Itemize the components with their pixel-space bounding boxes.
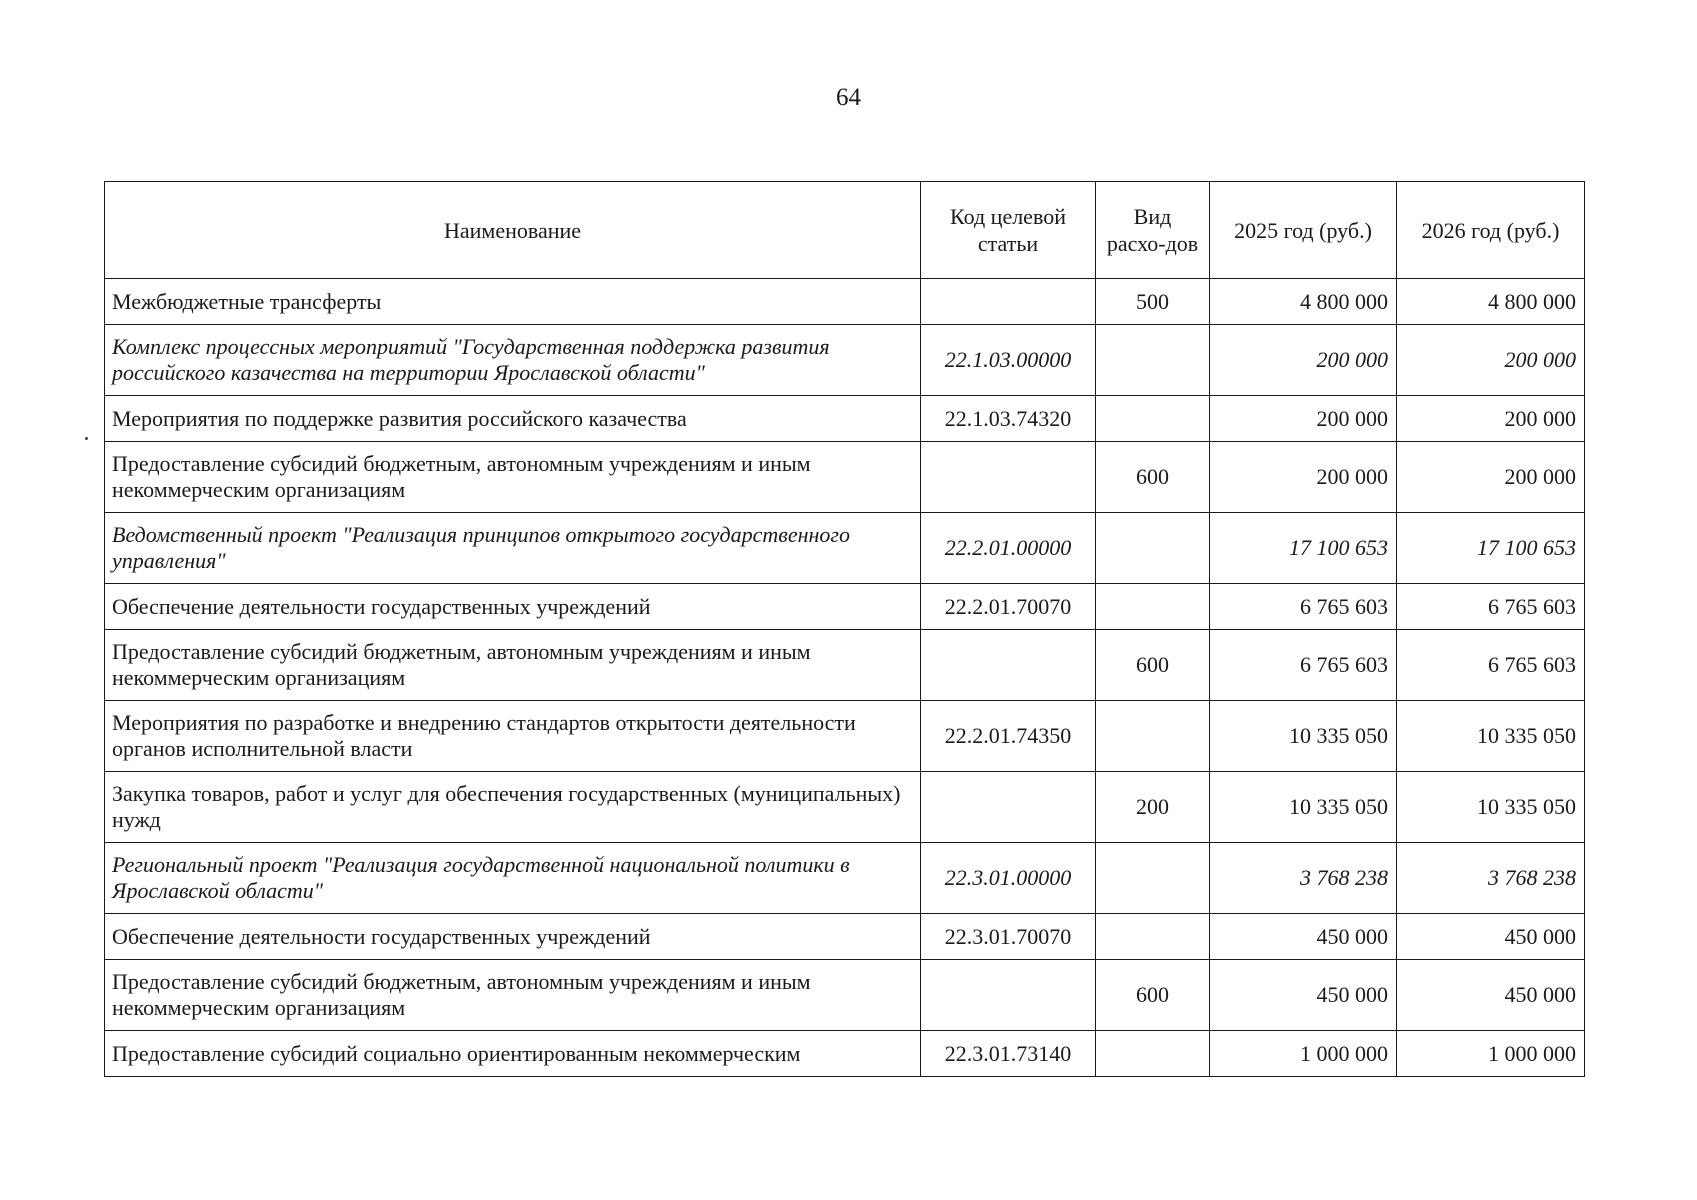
row-code: 22.2.01.70070 [921, 584, 1096, 630]
row-2025: 3 768 238 [1210, 843, 1397, 914]
row-code [921, 960, 1096, 1031]
row-2025: 17 100 653 [1210, 513, 1397, 584]
row-2025: 200 000 [1210, 396, 1397, 442]
row-2026: 6 765 603 [1397, 630, 1585, 701]
row-expense-type [1096, 584, 1210, 630]
row-expense-type [1096, 396, 1210, 442]
row-2025: 6 765 603 [1210, 584, 1397, 630]
header-name: Наименование [105, 182, 921, 279]
header-year-2026: 2026 год (руб.) [1397, 182, 1585, 279]
row-expense-type: 200 [1096, 772, 1210, 843]
table-row [105, 960, 1585, 1031]
table-row [105, 584, 1585, 630]
row-2026: 200 000 [1397, 325, 1585, 396]
row-name: Предоставление субсидий бюджетным, автономным учреждениям и иным некоммерческим организациям [105, 442, 921, 513]
row-2025: 4 800 000 [1210, 279, 1397, 325]
table-row [105, 279, 1585, 325]
row-code [921, 279, 1096, 325]
row-name: Закупка товаров, работ и услуг для обеспечения государственных (муниципальных) нужд [105, 772, 921, 843]
row-expense-type [1096, 1031, 1210, 1077]
row-2025: 6 765 603 [1210, 630, 1397, 701]
row-expense-type [1096, 513, 1210, 584]
row-2026: 10 335 050 [1397, 772, 1585, 843]
header-expense-type: Вид расхо-дов [1096, 182, 1210, 279]
row-2025: 200 000 [1210, 442, 1397, 513]
row-2026: 6 765 603 [1397, 584, 1585, 630]
row-2025: 1 000 000 [1210, 1031, 1397, 1077]
row-code: 22.2.01.74350 [921, 701, 1096, 772]
row-2026: 10 335 050 [1397, 701, 1585, 772]
row-name: Мероприятия по поддержке развития российского казачества [105, 396, 921, 442]
table-row [105, 442, 1585, 513]
scan-speck [85, 437, 88, 440]
row-code [921, 442, 1096, 513]
row-name: Обеспечение деятельности государственных учреждений [105, 914, 921, 960]
row-name: Предоставление субсидий социально ориентированным некоммерческим [105, 1031, 921, 1077]
row-name: Межбюджетные трансферты [105, 279, 921, 325]
row-expense-type: 600 [1096, 442, 1210, 513]
row-code: 22.3.01.70070 [921, 914, 1096, 960]
row-code [921, 772, 1096, 843]
row-expense-type: 500 [1096, 279, 1210, 325]
row-2026: 4 800 000 [1397, 279, 1585, 325]
header-year-2025: 2025 год (руб.) [1210, 182, 1397, 279]
row-2026: 17 100 653 [1397, 513, 1585, 584]
row-name: Комплекс процессных мероприятий "Государственная поддержка развития российского казачества на территории Ярославской области" [105, 325, 921, 396]
row-name: Предоставление субсидий бюджетным, автономным учреждениям и иным некоммерческим организациям [105, 630, 921, 701]
row-expense-type [1096, 843, 1210, 914]
row-2026: 3 768 238 [1397, 843, 1585, 914]
row-2026: 200 000 [1397, 442, 1585, 513]
table-row [105, 701, 1585, 772]
row-2026: 200 000 [1397, 396, 1585, 442]
budget-table [104, 181, 1585, 1077]
row-expense-type [1096, 325, 1210, 396]
row-code: 22.1.03.74320 [921, 396, 1096, 442]
row-name: Мероприятия по разработке и внедрению стандартов открытости деятельности органов исполнительной власти [105, 701, 921, 772]
header-row [105, 182, 1585, 279]
row-2025: 10 335 050 [1210, 772, 1397, 843]
table-row [105, 1031, 1585, 1077]
table-row [105, 325, 1585, 396]
row-2026: 450 000 [1397, 914, 1585, 960]
row-code: 22.3.01.00000 [921, 843, 1096, 914]
row-name: Региональный проект "Реализация государственной национальной политики в Ярославской области" [105, 843, 921, 914]
row-name: Ведомственный проект "Реализация принципов открытого государственного управления" [105, 513, 921, 584]
row-code: 22.2.01.00000 [921, 513, 1096, 584]
row-2025: 10 335 050 [1210, 701, 1397, 772]
table-row [105, 630, 1585, 701]
row-2025: 450 000 [1210, 914, 1397, 960]
row-expense-type: 600 [1096, 630, 1210, 701]
row-code: 22.3.01.73140 [921, 1031, 1096, 1077]
table-row [105, 914, 1585, 960]
table-row [105, 772, 1585, 843]
row-2025: 200 000 [1210, 325, 1397, 396]
page-number: 64 [836, 84, 861, 111]
row-expense-type: 600 [1096, 960, 1210, 1031]
table-row [105, 843, 1585, 914]
row-code: 22.1.03.00000 [921, 325, 1096, 396]
row-2026: 450 000 [1397, 960, 1585, 1031]
row-name: Обеспечение деятельности государственных учреждений [105, 584, 921, 630]
row-name: Предоставление субсидий бюджетным, автономным учреждениям и иным некоммерческим организациям [105, 960, 921, 1031]
row-2026: 1 000 000 [1397, 1031, 1585, 1077]
table-row [105, 396, 1585, 442]
table-row [105, 513, 1585, 584]
table-body [105, 279, 1585, 1077]
table-header [105, 182, 1585, 279]
row-2025: 450 000 [1210, 960, 1397, 1031]
row-expense-type [1096, 914, 1210, 960]
header-code: Код целевой статьи [921, 182, 1096, 279]
row-code [921, 630, 1096, 701]
row-expense-type [1096, 701, 1210, 772]
